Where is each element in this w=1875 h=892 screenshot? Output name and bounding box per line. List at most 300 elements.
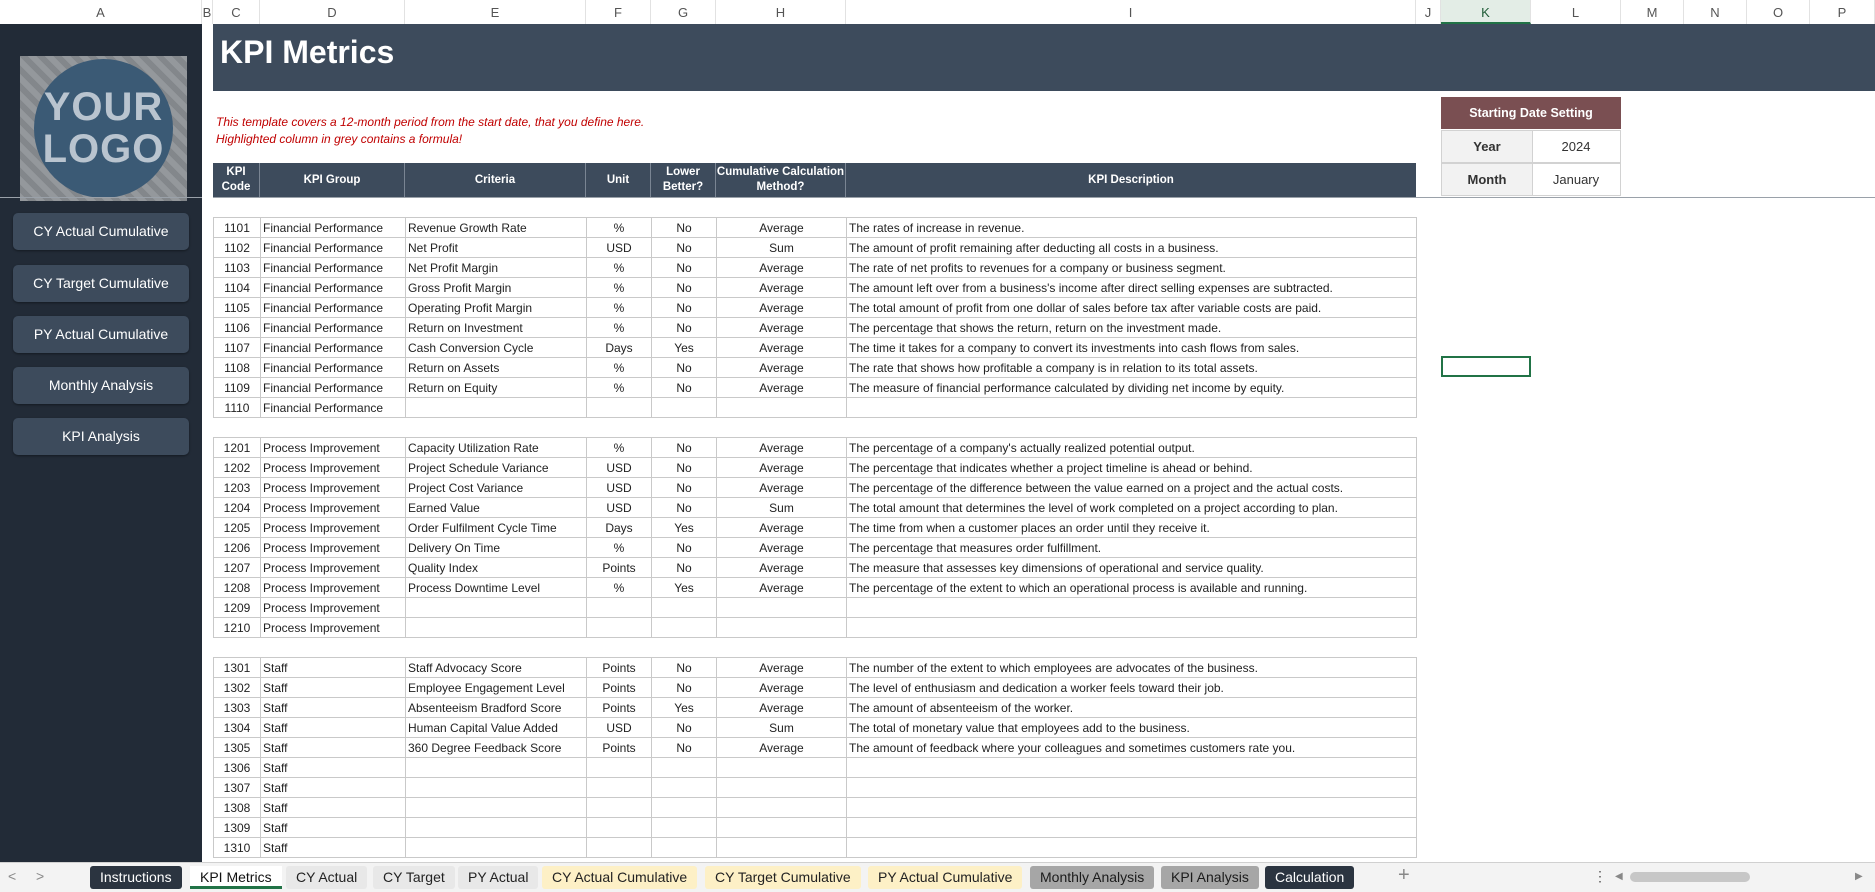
- table-cell[interactable]: Process Improvement: [261, 498, 406, 518]
- table-cell[interactable]: No: [652, 498, 717, 518]
- table-row: [214, 518, 1417, 538]
- column-header-a[interactable]: A: [0, 0, 202, 24]
- table-cell[interactable]: 1102: [214, 238, 261, 258]
- table-row: [214, 558, 1417, 578]
- table-cell[interactable]: [847, 838, 1417, 858]
- table-cell[interactable]: The number of the extent to which employees are advocates of the business.: [847, 658, 1417, 678]
- starting-date-heading: Starting Date Setting: [1441, 97, 1621, 129]
- table-cell[interactable]: Days: [587, 518, 652, 538]
- table-cell[interactable]: Employee Engagement Level: [406, 678, 587, 698]
- table-cell[interactable]: Process Improvement: [261, 518, 406, 538]
- table-cell[interactable]: The amount of absenteeism of the worker.: [847, 698, 1417, 718]
- table-cell[interactable]: Average: [717, 698, 847, 718]
- table-cell[interactable]: Cash Conversion Cycle: [406, 338, 587, 358]
- table-cell[interactable]: Average: [717, 358, 847, 378]
- more-options-icon[interactable]: ⋮: [1593, 868, 1607, 884]
- header-kpi-group: KPI Group: [260, 163, 405, 197]
- table-cell[interactable]: The percentage that measures order fulfillment.: [847, 538, 1417, 558]
- table-cell[interactable]: No: [652, 218, 717, 238]
- table-cell[interactable]: Project Schedule Variance: [406, 458, 587, 478]
- table-cell[interactable]: [406, 598, 587, 618]
- table-row: [214, 218, 1417, 238]
- table-row: [214, 318, 1417, 338]
- table-cell[interactable]: %: [587, 278, 652, 298]
- table-cell[interactable]: Points: [587, 558, 652, 578]
- hscroll-right-icon[interactable]: ▶: [1855, 871, 1863, 882]
- table-cell[interactable]: Process Improvement: [261, 538, 406, 558]
- table-cell[interactable]: Sum: [717, 718, 847, 738]
- logo-text: [20, 86, 187, 170]
- table-cell[interactable]: %: [587, 538, 652, 558]
- table-cell[interactable]: [406, 818, 587, 838]
- table-cell[interactable]: 1210: [214, 618, 261, 638]
- table-cell[interactable]: [652, 838, 717, 858]
- table-row: [214, 798, 1417, 818]
- table-cell[interactable]: Delivery On Time: [406, 538, 587, 558]
- table-cell[interactable]: The level of enthusiasm and dedication a worker feels toward their job.: [847, 678, 1417, 698]
- table-row: [214, 598, 1417, 618]
- table-cell[interactable]: The amount of feedback where your colleagues and sometimes customers rate you.: [847, 738, 1417, 758]
- tab-scroll-left-icon[interactable]: <: [8, 868, 17, 884]
- table-cell[interactable]: No: [652, 458, 717, 478]
- sheet-tab-calculation[interactable]: Calculation: [1265, 866, 1354, 889]
- table-cell[interactable]: [652, 398, 717, 418]
- table-cell[interactable]: 1310: [214, 838, 261, 858]
- table-cell[interactable]: [717, 798, 847, 818]
- monthly-analysis-button[interactable]: Monthly Analysis: [13, 367, 189, 404]
- table-cell[interactable]: Net Profit Margin: [406, 258, 587, 278]
- table-cell[interactable]: Financial Performance: [261, 378, 406, 398]
- table-cell[interactable]: Return on Investment: [406, 318, 587, 338]
- table-cell[interactable]: %: [587, 218, 652, 238]
- sheet-tab-kpi-metrics[interactable]: KPI Metrics: [190, 866, 282, 889]
- table-cell[interactable]: [406, 838, 587, 858]
- table-cell[interactable]: [717, 398, 847, 418]
- table-cell[interactable]: 1109: [214, 378, 261, 398]
- table-cell[interactable]: Process Improvement: [261, 558, 406, 578]
- table-cell[interactable]: Sum: [717, 498, 847, 518]
- table-cell[interactable]: The percentage of the extent to which an operational process is available and running.: [847, 578, 1417, 598]
- table-cell[interactable]: [717, 618, 847, 638]
- table-cell[interactable]: No: [652, 658, 717, 678]
- table-cell[interactable]: [587, 818, 652, 838]
- table-cell[interactable]: The measure of financial performance calculated by dividing net income by equity.: [847, 378, 1417, 398]
- table-cell[interactable]: [652, 778, 717, 798]
- table-cell[interactable]: The total amount of profit from one dollar of sales before tax after variable costs are paid.: [847, 298, 1417, 318]
- table-cell[interactable]: 1209: [214, 598, 261, 618]
- table-cell[interactable]: Average: [717, 218, 847, 238]
- table-cell[interactable]: Gross Profit Margin: [406, 278, 587, 298]
- table-cell[interactable]: The time from when a customer places an order until they receive it.: [847, 518, 1417, 538]
- column-headers: [0, 0, 1875, 25]
- py-actual-cumulative-button[interactable]: PY Actual Cumulative: [13, 316, 189, 353]
- column-header-b[interactable]: B: [202, 0, 213, 24]
- logo-text-line: YOUR: [43, 85, 164, 129]
- table-cell[interactable]: Yes: [652, 698, 717, 718]
- table-cell[interactable]: [847, 798, 1417, 818]
- kpi-table-group-2: [213, 437, 1417, 638]
- table-cell[interactable]: Staff: [261, 758, 406, 778]
- table-cell[interactable]: Average: [717, 258, 847, 278]
- table-cell[interactable]: 1303: [214, 698, 261, 718]
- column-header-c[interactable]: C: [213, 0, 260, 24]
- table-cell[interactable]: Average: [717, 738, 847, 758]
- table-cell[interactable]: Staff: [261, 818, 406, 838]
- table-cell[interactable]: 1302: [214, 678, 261, 698]
- table-cell[interactable]: 1204: [214, 498, 261, 518]
- table-cell[interactable]: Points: [587, 738, 652, 758]
- table-cell[interactable]: [717, 818, 847, 838]
- table-cell[interactable]: [847, 818, 1417, 838]
- table-cell[interactable]: %: [587, 318, 652, 338]
- selected-cell[interactable]: [1441, 356, 1531, 377]
- table-row: [214, 458, 1417, 478]
- table-cell[interactable]: Average: [717, 298, 847, 318]
- table-cell[interactable]: No: [652, 278, 717, 298]
- table-cell[interactable]: Staff: [261, 778, 406, 798]
- table-cell[interactable]: Process Improvement: [261, 438, 406, 458]
- table-row: [214, 738, 1417, 758]
- table-cell[interactable]: [587, 758, 652, 778]
- table-cell[interactable]: Average: [717, 378, 847, 398]
- table-cell[interactable]: [587, 398, 652, 418]
- table-cell[interactable]: Staff: [261, 658, 406, 678]
- table-cell[interactable]: Earned Value: [406, 498, 587, 518]
- table-cell[interactable]: [847, 758, 1417, 778]
- table-cell[interactable]: [406, 758, 587, 778]
- table-cell[interactable]: Process Downtime Level: [406, 578, 587, 598]
- table-cell[interactable]: Process Improvement: [261, 578, 406, 598]
- table-cell[interactable]: The rate of net profits to revenues for a company or business segment.: [847, 258, 1417, 278]
- column-header-k[interactable]: K: [1441, 0, 1531, 24]
- table-cell[interactable]: Average: [717, 318, 847, 338]
- table-cell[interactable]: Yes: [652, 338, 717, 358]
- sheet-tab-monthly-analysis[interactable]: Monthly Analysis: [1030, 866, 1154, 889]
- table-cell[interactable]: 1103: [214, 258, 261, 278]
- table-row: [214, 658, 1417, 678]
- table-cell[interactable]: Human Capital Value Added: [406, 718, 587, 738]
- table-cell[interactable]: %: [587, 378, 652, 398]
- table-row: [214, 398, 1417, 418]
- table-cell[interactable]: 1101: [214, 218, 261, 238]
- table-row: [214, 358, 1417, 378]
- table-row: [214, 298, 1417, 318]
- table-cell[interactable]: The percentage that shows the return, return on the investment made.: [847, 318, 1417, 338]
- cy-target-cumulative-button[interactable]: CY Target Cumulative: [13, 265, 189, 302]
- table-cell[interactable]: Operating Profit Margin: [406, 298, 587, 318]
- table-cell[interactable]: Average: [717, 478, 847, 498]
- table-row: [214, 778, 1417, 798]
- table-cell[interactable]: [587, 838, 652, 858]
- table-cell[interactable]: USD: [587, 458, 652, 478]
- add-sheet-icon[interactable]: +: [1398, 864, 1410, 886]
- table-cell[interactable]: 1309: [214, 818, 261, 838]
- table-cell[interactable]: %: [587, 298, 652, 318]
- table-cell[interactable]: [406, 778, 587, 798]
- table-cell[interactable]: [406, 618, 587, 638]
- table-row: [214, 438, 1417, 458]
- table-cell[interactable]: Sum: [717, 238, 847, 258]
- logo-text-line: LOGO: [42, 127, 165, 171]
- table-cell[interactable]: No: [652, 298, 717, 318]
- table-cell[interactable]: [717, 598, 847, 618]
- table-cell[interactable]: [406, 398, 587, 418]
- kpi-table-group-1: [213, 217, 1417, 418]
- table-row: [214, 698, 1417, 718]
- table-cell[interactable]: [652, 798, 717, 818]
- table-row: [214, 338, 1417, 358]
- table-cell[interactable]: Process Improvement: [261, 478, 406, 498]
- table-cell[interactable]: The rates of increase in revenue.: [847, 218, 1417, 238]
- column-header-m[interactable]: M: [1621, 0, 1684, 24]
- table-cell[interactable]: No: [652, 538, 717, 558]
- tab-scroll-right-icon[interactable]: >: [36, 868, 45, 884]
- table-row: [214, 758, 1417, 778]
- table-cell[interactable]: No: [652, 238, 717, 258]
- table-cell[interactable]: The total of monetary value that employees add to the business.: [847, 718, 1417, 738]
- table-cell[interactable]: 1305: [214, 738, 261, 758]
- table-cell[interactable]: 1105: [214, 298, 261, 318]
- table-cell[interactable]: No: [652, 478, 717, 498]
- table-cell[interactable]: Average: [717, 538, 847, 558]
- table-cell[interactable]: %: [587, 438, 652, 458]
- table-cell[interactable]: USD: [587, 718, 652, 738]
- table-cell[interactable]: 1108: [214, 358, 261, 378]
- column-header-h[interactable]: H: [716, 0, 846, 24]
- table-row: [214, 538, 1417, 558]
- table-cell[interactable]: USD: [587, 498, 652, 518]
- table-cell[interactable]: Yes: [652, 518, 717, 538]
- sheet-tab-cy-actual-cumulative[interactable]: CY Actual Cumulative: [542, 866, 697, 889]
- table-cell[interactable]: 1106: [214, 318, 261, 338]
- table-cell[interactable]: The measure that assesses key dimensions of operational and service quality.: [847, 558, 1417, 578]
- table-row: [214, 818, 1417, 838]
- table-cell[interactable]: Average: [717, 518, 847, 538]
- table-cell[interactable]: USD: [587, 478, 652, 498]
- table-cell[interactable]: [847, 778, 1417, 798]
- table-cell[interactable]: 1307: [214, 778, 261, 798]
- table-cell[interactable]: Financial Performance: [261, 338, 406, 358]
- sheet-tab-kpi-analysis[interactable]: KPI Analysis: [1161, 866, 1259, 889]
- table-cell[interactable]: Average: [717, 458, 847, 478]
- column-header-o[interactable]: O: [1747, 0, 1810, 24]
- table-cell[interactable]: The percentage of the difference between the value earned on a project and the actual costs.: [847, 478, 1417, 498]
- table-cell[interactable]: Staff: [261, 698, 406, 718]
- table-cell[interactable]: 360 Degree Feedback Score: [406, 738, 587, 758]
- sheet-tab-py-actual[interactable]: PY Actual: [458, 866, 538, 889]
- kpi-analysis-button[interactable]: KPI Analysis: [13, 418, 189, 455]
- table-row: [214, 278, 1417, 298]
- column-header-g[interactable]: G: [651, 0, 716, 24]
- table-cell[interactable]: Yes: [652, 578, 717, 598]
- table-cell[interactable]: No: [652, 358, 717, 378]
- table-cell[interactable]: USD: [587, 238, 652, 258]
- table-cell[interactable]: 1203: [214, 478, 261, 498]
- table-cell[interactable]: Points: [587, 678, 652, 698]
- frozen-pane-divider: [0, 197, 1875, 198]
- page-title: KPI Metrics: [220, 34, 395, 70]
- table-cell[interactable]: 1306: [214, 758, 261, 778]
- table-cell[interactable]: Average: [717, 578, 847, 598]
- header-lower-better: Lower Better?: [651, 163, 716, 197]
- table-row: [214, 618, 1417, 638]
- table-cell[interactable]: [652, 818, 717, 838]
- month-label: Month: [1442, 164, 1533, 195]
- table-cell[interactable]: Points: [587, 698, 652, 718]
- table-cell[interactable]: [717, 838, 847, 858]
- formula-note: Highlighted column in grey contains a formula!: [216, 132, 463, 146]
- sheet-tab-cy-actual[interactable]: CY Actual: [286, 866, 367, 889]
- table-row: [214, 678, 1417, 698]
- table-cell[interactable]: Average: [717, 678, 847, 698]
- table-cell[interactable]: No: [652, 678, 717, 698]
- table-cell[interactable]: The amount of profit remaining after deducting all costs in a business.: [847, 238, 1417, 258]
- table-cell[interactable]: Staff: [261, 838, 406, 858]
- table-cell[interactable]: [406, 798, 587, 818]
- table-cell[interactable]: Staff Advocacy Score: [406, 658, 587, 678]
- table-cell[interactable]: The time it takes for a company to convert its investments into cash flows from sales.: [847, 338, 1417, 358]
- table-cell[interactable]: [847, 618, 1417, 638]
- table-cell[interactable]: Process Improvement: [261, 458, 406, 478]
- column-header-e[interactable]: E: [405, 0, 586, 24]
- table-cell[interactable]: Process Improvement: [261, 598, 406, 618]
- table-cell[interactable]: Staff: [261, 738, 406, 758]
- table-cell[interactable]: The percentage that indicates whether a project timeline is ahead or behind.: [847, 458, 1417, 478]
- table-cell[interactable]: [847, 398, 1417, 418]
- table-cell[interactable]: %: [587, 258, 652, 278]
- table-cell[interactable]: 1110: [214, 398, 261, 418]
- sheet-tab-instructions[interactable]: Instructions: [90, 866, 182, 889]
- table-cell[interactable]: 1202: [214, 458, 261, 478]
- table-cell[interactable]: Order Fulfilment Cycle Time: [406, 518, 587, 538]
- table-cell[interactable]: Absenteeism Bradford Score: [406, 698, 587, 718]
- table-cell[interactable]: 1205: [214, 518, 261, 538]
- table-cell[interactable]: 1308: [214, 798, 261, 818]
- table-cell[interactable]: Average: [717, 278, 847, 298]
- year-input[interactable]: 2024: [1561, 139, 1591, 154]
- table-cell[interactable]: 1201: [214, 438, 261, 458]
- table-cell[interactable]: 1208: [214, 578, 261, 598]
- table-cell[interactable]: Financial Performance: [261, 238, 406, 258]
- column-header-j[interactable]: J: [1416, 0, 1441, 24]
- table-cell[interactable]: Financial Performance: [261, 218, 406, 238]
- table-cell[interactable]: Financial Performance: [261, 318, 406, 338]
- table-cell[interactable]: [717, 778, 847, 798]
- table-cell[interactable]: Staff: [261, 798, 406, 818]
- column-header-i[interactable]: I: [846, 0, 1416, 24]
- table-cell[interactable]: Average: [717, 658, 847, 678]
- table-cell[interactable]: Financial Performance: [261, 278, 406, 298]
- sheet-tab-cy-target[interactable]: CY Target: [373, 866, 455, 889]
- year-row: [1441, 130, 1621, 163]
- table-cell[interactable]: [652, 618, 717, 638]
- table-cell[interactable]: 1207: [214, 558, 261, 578]
- table-cell[interactable]: No: [652, 718, 717, 738]
- column-header-n[interactable]: N: [1684, 0, 1747, 24]
- table-cell[interactable]: No: [652, 438, 717, 458]
- column-header-f[interactable]: F: [586, 0, 651, 24]
- table-cell[interactable]: %: [587, 578, 652, 598]
- horizontal-scrollbar[interactable]: [1630, 872, 1750, 882]
- table-cell[interactable]: Project Cost Variance: [406, 478, 587, 498]
- table-cell[interactable]: The total amount that determines the level of work completed on a project according to plan.: [847, 498, 1417, 518]
- table-cell[interactable]: [587, 778, 652, 798]
- table-cell[interactable]: Financial Performance: [261, 398, 406, 418]
- table-cell[interactable]: 1301: [214, 658, 261, 678]
- table-cell[interactable]: The amount left over from a business's income after direct selling expenses are subtracted.: [847, 278, 1417, 298]
- table-cell[interactable]: The rate that shows how profitable a company is in relation to its total assets.: [847, 358, 1417, 378]
- table-cell[interactable]: No: [652, 258, 717, 278]
- table-cell[interactable]: Process Improvement: [261, 618, 406, 638]
- title-bar: [213, 24, 1875, 91]
- table-cell[interactable]: [652, 758, 717, 778]
- hscroll-left-icon[interactable]: ◀: [1615, 871, 1623, 882]
- table-cell[interactable]: Financial Performance: [261, 258, 406, 278]
- table-cell[interactable]: [587, 598, 652, 618]
- table-cell[interactable]: Quality Index: [406, 558, 587, 578]
- table-cell[interactable]: Staff: [261, 678, 406, 698]
- table-cell[interactable]: No: [652, 378, 717, 398]
- table-cell[interactable]: [587, 798, 652, 818]
- table-cell[interactable]: Financial Performance: [261, 358, 406, 378]
- table-cell[interactable]: [717, 758, 847, 778]
- table-cell[interactable]: [847, 598, 1417, 618]
- column-b-gutter: [202, 24, 213, 862]
- table-cell[interactable]: Average: [717, 558, 847, 578]
- sheet-tab-bar: [0, 862, 1875, 892]
- table-cell[interactable]: No: [652, 738, 717, 758]
- table-cell[interactable]: Average: [717, 438, 847, 458]
- table-row: [214, 718, 1417, 738]
- sheet-tab-py-actual-cumulative[interactable]: PY Actual Cumulative: [868, 866, 1022, 889]
- table-cell[interactable]: Net Profit: [406, 238, 587, 258]
- table-cell[interactable]: [652, 598, 717, 618]
- year-label: Year: [1442, 131, 1533, 162]
- month-input[interactable]: January: [1552, 172, 1600, 187]
- table-cell[interactable]: Capacity Utilization Rate: [406, 438, 587, 458]
- table-cell[interactable]: Return on Equity: [406, 378, 587, 398]
- table-row: [214, 478, 1417, 498]
- table-cell[interactable]: Days: [587, 338, 652, 358]
- table-row: [214, 238, 1417, 258]
- column-header-p[interactable]: P: [1810, 0, 1875, 24]
- table-cell[interactable]: [587, 618, 652, 638]
- cy-actual-cumulative-button[interactable]: CY Actual Cumulative: [13, 213, 189, 250]
- table-cell[interactable]: Staff: [261, 718, 406, 738]
- table-cell[interactable]: 1304: [214, 718, 261, 738]
- table-cell[interactable]: Average: [717, 338, 847, 358]
- table-cell[interactable]: No: [652, 558, 717, 578]
- column-header-d[interactable]: D: [260, 0, 405, 24]
- header-calc-method: Cumulative Calculation Method?: [716, 163, 846, 197]
- table-row: [214, 578, 1417, 598]
- column-header-l[interactable]: L: [1531, 0, 1621, 24]
- table-cell[interactable]: 1206: [214, 538, 261, 558]
- header-kpi-description: KPI Description: [846, 163, 1416, 197]
- month-row: [1441, 163, 1621, 196]
- table-cell[interactable]: Points: [587, 658, 652, 678]
- table-cell[interactable]: %: [587, 358, 652, 378]
- kpi-table-group-3: [213, 657, 1417, 858]
- table-cell[interactable]: 1104: [214, 278, 261, 298]
- table-cell[interactable]: Return on Assets: [406, 358, 587, 378]
- table-cell[interactable]: Financial Performance: [261, 298, 406, 318]
- table-cell[interactable]: 1107: [214, 338, 261, 358]
- table-cell[interactable]: Revenue Growth Rate: [406, 218, 587, 238]
- table-cell[interactable]: No: [652, 318, 717, 338]
- table-cell[interactable]: The percentage of a company's actually realized potential output.: [847, 438, 1417, 458]
- sheet-tab-cy-target-cumulative[interactable]: CY Target Cumulative: [705, 866, 861, 889]
